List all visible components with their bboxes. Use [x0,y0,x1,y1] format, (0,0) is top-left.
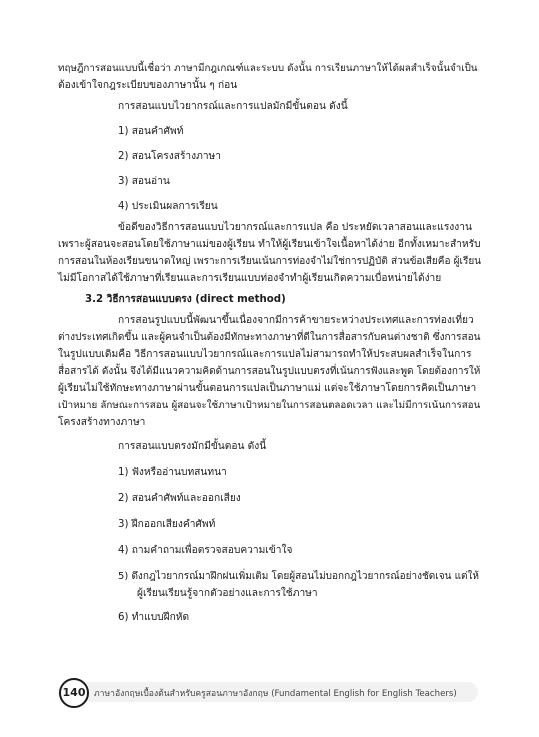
text-line: การสอนแบบไวยากรณ์และการแปลมักมีขั้นตอน ดังนี้ [118,101,348,112]
list-item: 2) สอนโครงสร้างภาษา [118,151,221,162]
list-item: 3) ฝึกออกเสียงคำศัพท์ [118,519,216,530]
text-line: ในรูปแบบเดิมคือ วิธีการสอนแบบไวยากรณ์และการแปลไม่สามารถทำให้ประสบผลสำเร็จในการ [58,349,472,360]
text-line: เพราะผู้สอนจะสอนโดยใช้ภาษาแม่ของผู้เรียน ทำให้ผู้เรียนเข้าใจเนื้อหาได้ง่าย อีกทั้งเหมาะสำหรับ [58,239,481,250]
list-item: 4) ประเมินผลการเรียน [118,201,218,212]
text-line: โครงสร้างทางภาษา [58,417,146,428]
page-number: 140 [59,678,89,708]
list-item: 5) ดึงกฎไวยากรณ์มาฝึกฝนเพิ่มเติม โดยผู้สอนไม่บอกกฎไวยากรณ์อย่างชัดเจน แต่ให้ [118,571,480,582]
section-heading: 3.2 วิธีการสอนแบบตรง (direct method) [85,294,286,305]
text-line: ต่างประเทศเกิดขึ้น และผู้คนจำเป็นต้องมีทักษะทางภาษาที่ดีในการสื่อสารกับคนต่างชาติ ซึ่งการสอน [58,332,481,343]
list-item: 1) สอนคำศัพท์ [118,126,184,137]
text-line: สื่อสารได้ ดังนั้น จึงได้มีแนวความคิดด้านการสอนในรูปแบบตรงที่เน้นการฟังและพูด โดยต้องการให้ [58,366,481,377]
list-item: 6) ทำแบบฝึกหัด [118,612,190,623]
list-item: 4) ถามคำถามเพื่อตรวจสอบความเข้าใจ [118,545,293,556]
text-line: ต้องเข้าใจกฎระเบียบของภาษานั้น ๆ ก่อน [58,80,238,91]
text-line: ไม่มีโอกาสได้ใช้ภาษาที่เรียนและการเรียนแบบท่องจำทำผู้เรียนเกิดความเบื่อหน่ายได้ง่าย [58,273,442,284]
text-line: การสอนแบบตรงมักมีขั้นตอน ดังนี้ [118,441,267,452]
text-line: เป้าหมาย ลักษณะการสอน ผู้สอนจะใช้ภาษาเป้าหมายในการสอนตลอดเวลา และไม่มีการเน้นการสอน [58,400,481,411]
text-line: การสอนรูปแบบนี้พัฒนาขึ้นเนื่องจากมีการค้าขายระหว่างประเทศและการท่องเที่ยว [118,315,474,326]
book-title: ภาษาอังกฤษเบื้องต้นสำหรับครูสอนภาษาอังกฤษ (Fundamental English for English Teachers) [94,689,457,699]
list-item-continuation: ผู้เรียนเรียนรู้จากตัวอย่างและการใช้ภาษา [137,588,318,599]
list-item: 3) สอนอ่าน [118,176,170,187]
list-item: 1) ฟังหรืออ่านบทสนทนา [118,467,227,478]
text-line: ทฤษฎีการสอนแบบนี้เชื่อว่า ภาษามีกฎเกณฑ์และระบบ ดังนั้น การเรียนภาษาให้ได้ผลสำเร็จนั้นจำเป็น [58,63,478,74]
list-item: 2) สอนคำศัพท์และออกเสียง [118,493,241,504]
text-line: การสอนในห้องเรียนขนาดใหญ่ เพราะการเรียนเน้นการท่องจำไม่ใช่การปฏิบัติ ส่วนข้อเสียคือ ผู้เรียน [58,256,482,267]
text-line: ข้อดีของวิธีการสอนแบบไวยากรณ์และการแปล คือ ประหยัดเวลาสอนและแรงงาน [118,222,472,233]
text-line: ผู้เรียนไม่ใช้ทักษะทางภาษาผ่านขั้นตอนการแปลเป็นภาษาแม่ แต่จะใช้ภาษาโดยการคิดเป็นภาษา [58,383,477,394]
